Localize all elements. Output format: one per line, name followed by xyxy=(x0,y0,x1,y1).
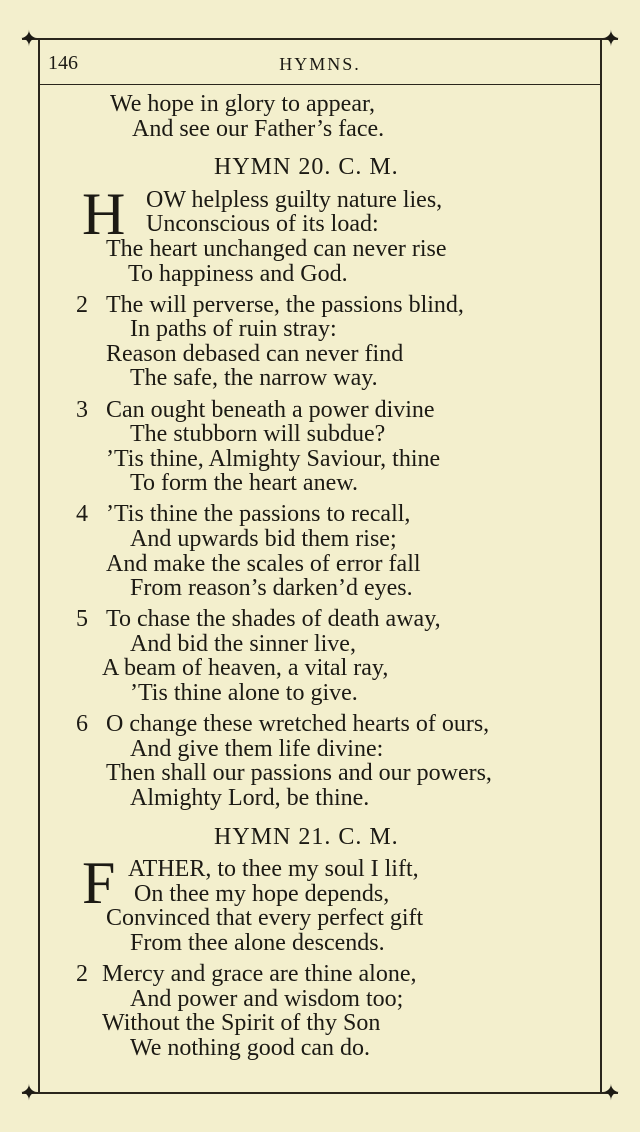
page-header xyxy=(40,50,600,80)
verse-line: We nothing good can do. xyxy=(130,1034,371,1061)
left-border xyxy=(38,38,40,1094)
verse-line xyxy=(76,962,556,987)
corner-ornament-icon: ✦ xyxy=(19,1080,39,1105)
verse-text: Can ought beneath a power divine xyxy=(106,396,435,423)
bottom-border xyxy=(22,1092,618,1094)
previous-hymn-ending xyxy=(76,92,556,141)
verse-line: The stubborn will subdue? xyxy=(130,421,386,448)
stanza xyxy=(76,180,556,287)
page-number: 146 xyxy=(48,52,78,74)
verse-line: In paths of ruin stray: xyxy=(130,316,337,343)
page-body xyxy=(76,92,556,1060)
right-border xyxy=(600,38,602,1094)
hymn-title: HYMN 20. C. M. xyxy=(214,154,399,181)
verse-line: We hope in glory to appear, xyxy=(110,91,376,117)
verse-text: To chase the shades of death away, xyxy=(106,606,441,633)
stanza xyxy=(76,607,556,705)
top-border xyxy=(22,38,618,40)
verse-line xyxy=(76,398,556,423)
corner-ornament-icon: ✦ xyxy=(19,26,39,51)
verse-line: The safe, the narrow way. xyxy=(130,365,378,392)
corner-ornament-icon: ✦ xyxy=(601,1080,621,1105)
drop-cap: H xyxy=(82,180,126,247)
verse-text: ’Tis thine the passions to recall, xyxy=(106,501,411,528)
stanza-number: 2 xyxy=(76,961,88,987)
verse-text: Mercy and grace are thine alone, xyxy=(102,961,417,987)
verse-line: And see our Father’s face. xyxy=(132,115,385,142)
verse-line xyxy=(76,712,556,737)
corner-ornament-icon: ✦ xyxy=(601,26,621,51)
verse-line: ’Tis thine, Almighty Saviour, thine xyxy=(106,445,441,472)
stanza xyxy=(76,962,556,1060)
stanza-number: 6 xyxy=(76,711,88,738)
verse-text: O change these wretched hearts of ours, xyxy=(106,711,490,738)
hymn-title: HYMN 21. C. M. xyxy=(214,823,399,850)
verse-line: From reason’s darken’d eyes. xyxy=(130,575,413,602)
running-head: HYMNS. xyxy=(279,54,361,74)
stanza xyxy=(76,850,556,956)
verse-line: The heart unchanged can never rise xyxy=(106,235,447,262)
stanza-number: 2 xyxy=(76,291,88,318)
verse-text: The will perverse, the passions blind, xyxy=(106,291,464,318)
verse-line xyxy=(76,502,556,527)
verse-line: And make the scales of error fall xyxy=(106,550,421,577)
verse-line: And upwards bid them rise; xyxy=(130,526,397,552)
verse-line: Without the Spirit of thy Son xyxy=(102,1010,381,1037)
verse-line: On thee my hope depends, xyxy=(134,880,390,907)
verse-text: ATHER, to thee my soul I lift, xyxy=(128,856,419,883)
verse-line: Then shall our passions and our powers, xyxy=(106,760,492,787)
stanza xyxy=(76,712,556,810)
verse-line xyxy=(76,293,556,318)
verse-line: And give them life divine: xyxy=(130,735,384,762)
drop-cap: F xyxy=(82,850,116,917)
verse-line: A beam of heaven, a vital ray, xyxy=(102,655,389,682)
verse-line: ’Tis thine alone to give. xyxy=(130,680,358,707)
verse-line: Unconscious of its load: xyxy=(146,211,379,238)
verse-line: Almighty Lord, be thine. xyxy=(130,784,370,811)
verse-line: To happiness and God. xyxy=(128,260,348,287)
stanza-number: 5 xyxy=(76,606,88,633)
verse-line: And bid the sinner live, xyxy=(130,630,356,657)
stanza-number: 3 xyxy=(76,396,88,423)
verse-line: From thee alone descends. xyxy=(130,929,385,956)
stanza xyxy=(76,293,556,391)
stanza xyxy=(76,502,556,600)
verse-line: Reason debased can never find xyxy=(106,340,404,367)
stanza-number: 4 xyxy=(76,501,88,528)
verse-text: OW helpless guilty nature lies, xyxy=(146,186,443,213)
verse-line: To form the heart anew. xyxy=(130,470,358,497)
header-rule xyxy=(40,84,600,85)
verse-line: And power and wisdom too; xyxy=(130,985,404,1012)
stanza xyxy=(76,398,556,496)
verse-line xyxy=(76,607,556,632)
verse-line: Convinced that every perfect gift xyxy=(106,905,424,932)
